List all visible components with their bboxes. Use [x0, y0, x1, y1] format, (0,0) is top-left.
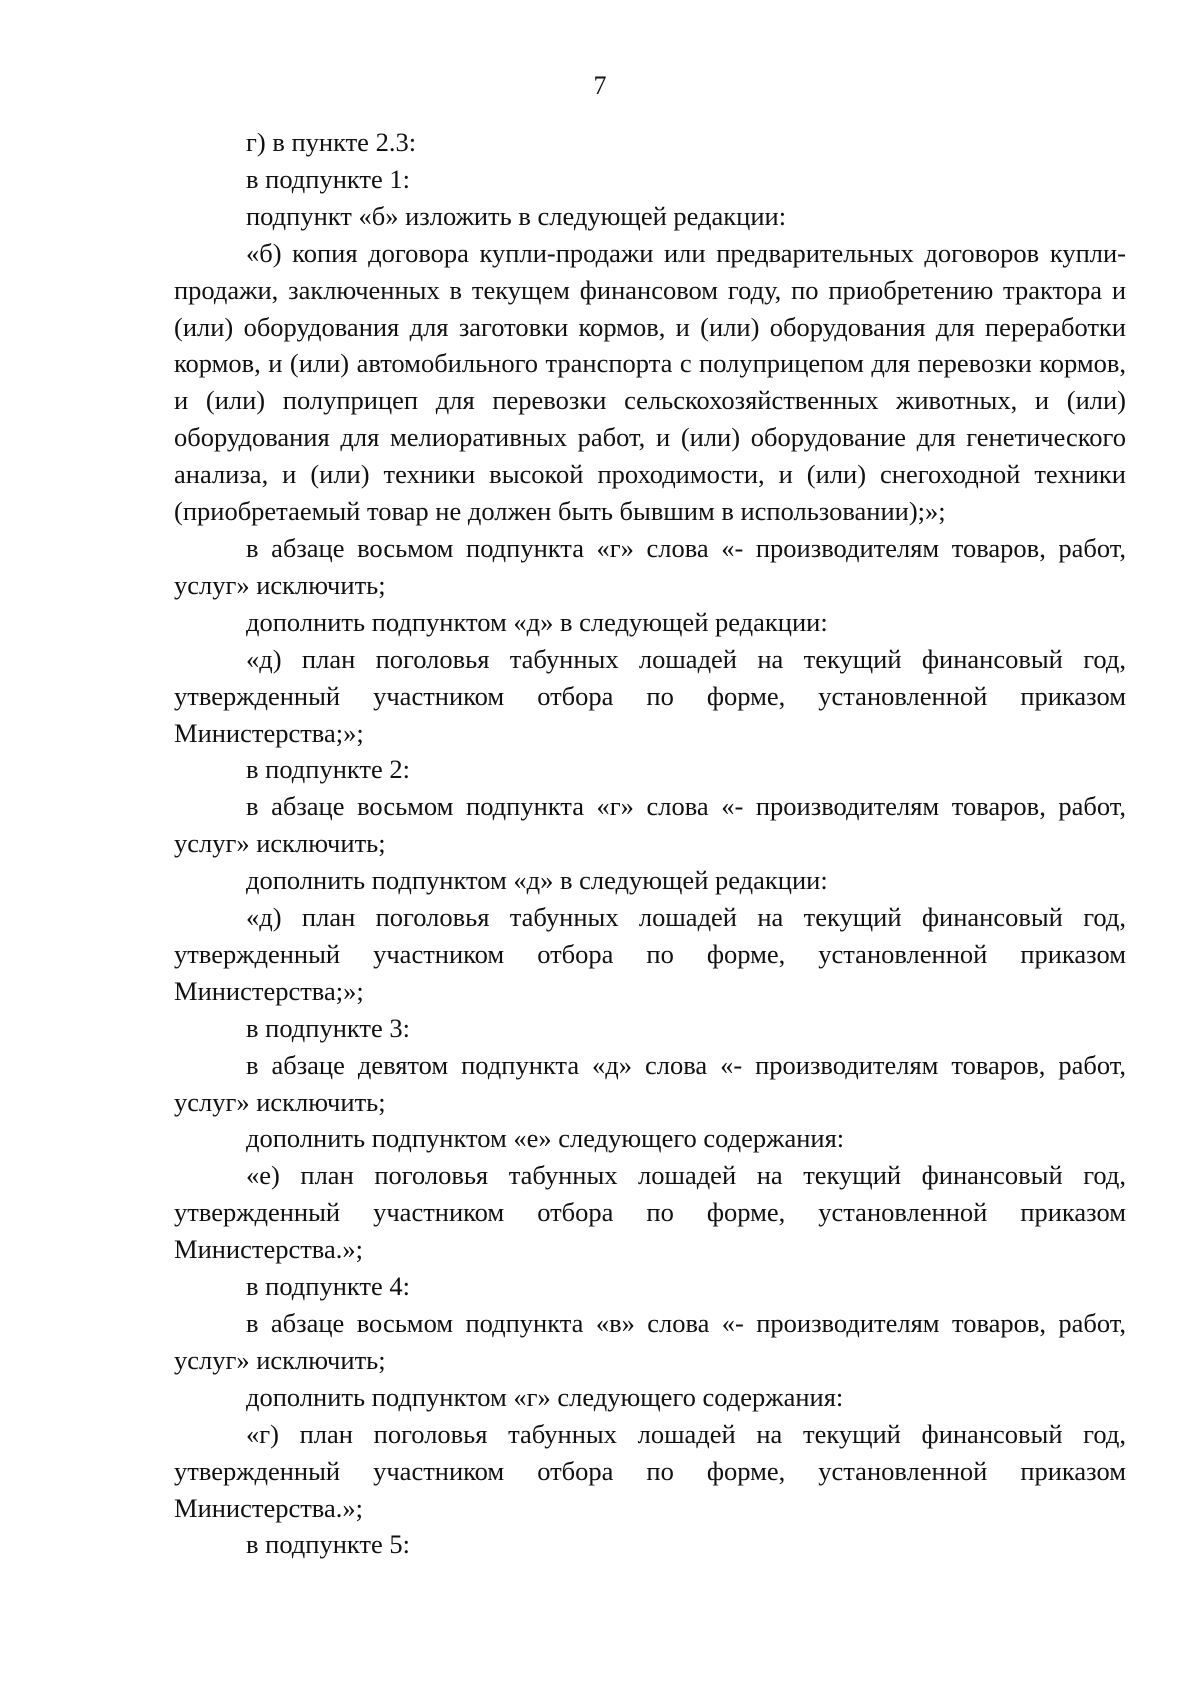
paragraph-subpoint-3: в подпункте 3: — [246, 1012, 411, 1043]
paragraph-new-e-text: «е) план поголовья табунных лошадей на текущий финансовый год, утвержденный участником отбора по форме, установленной приказом Министерства.»; — [174, 1160, 1126, 1265]
paragraph-exclude-v-4: в абзаце восьмом подпункта «в» слова «- производителям товаров, работ, услуг» исключить; — [174, 1308, 1126, 1375]
paragraph-exclude-d-3: в абзаце девятом подпункта «д» слова «- производителям товаров, работ, услуг» исключить; — [174, 1049, 1126, 1117]
page-number: 7 — [593, 71, 607, 100]
paragraph-exclude-g-1: в абзаце восьмом подпункта «г» слова «- производителям товаров, работ, услуг» исключить; — [174, 532, 1126, 600]
paragraph-add-g-intro: дополнить подпунктом «г» следующего содержания: — [246, 1381, 844, 1412]
paragraph-item-g-heading: г) в пункте 2.3: — [246, 127, 417, 157]
paragraph-subpoint-2: в подпункте 2: — [246, 754, 411, 785]
paragraph-add-d-intro-1: дополнить подпунктом «д» в следующей редакции: — [246, 606, 828, 637]
paragraph-new-d-text-2: «д) план поголовья табунных лошадей на текущий финансовый год, утвержденный участником отбора по форме, установленной приказом Министерства;»; — [174, 902, 1126, 1006]
document-body — [174, 124, 1126, 1563]
paragraph-subpoint-1: в подпункте 1: — [246, 163, 411, 194]
paragraph-add-d-intro-2: дополнить подпунктом «д» в следующей редакции: — [246, 865, 828, 896]
paragraph-new-d-text-1: «д) план поголовья табунных лошадей на текущий финансовый год, утвержденный участником отбора по форме, установленной приказом Министерства;»; — [174, 643, 1126, 748]
paragraph-subpoint-5: в подпункте 5: — [246, 1529, 411, 1560]
paragraph-add-e-intro: дополнить подпунктом «е» следующего содержания: — [246, 1123, 845, 1154]
paragraph-edit-b-intro: подпункт «б» изложить в следующей редакции: — [246, 200, 787, 231]
paragraph-subpoint-4: в подпункте 4: — [246, 1271, 411, 1302]
paragraph-new-g-text: «г) план поголовья табунных лошадей на текущий финансовый год, утвержденный участником отбора по форме, установленной приказом Министерства.»; — [174, 1418, 1126, 1523]
paragraph-new-b-text: «б) копия договора купли-продажи или предварительных договоров купли-продажи, заключенных в текущем финансовом году, по приобретению трактора и (или) оборудования для заготовки кормов, и (или) оборудования для переработки кормов, и (или) автомобильного транспорта с полуприцепом для перевозки кормов, и (или) полуприцеп для перевозки сельскохозяйственных животных, и (или) оборудования для мелиоративных работ, и (или) оборудование для генетического анализа, и (или) техники высокой проходимости, и (или) снегоходной техники (приобретаемый товар не должен быть бывшим в использовании);»; — [174, 237, 1126, 527]
paragraph-exclude-g-2: в абзаце восьмом подпункта «г» слова «- производителям товаров, работ, услуг» исключить; — [174, 791, 1126, 859]
